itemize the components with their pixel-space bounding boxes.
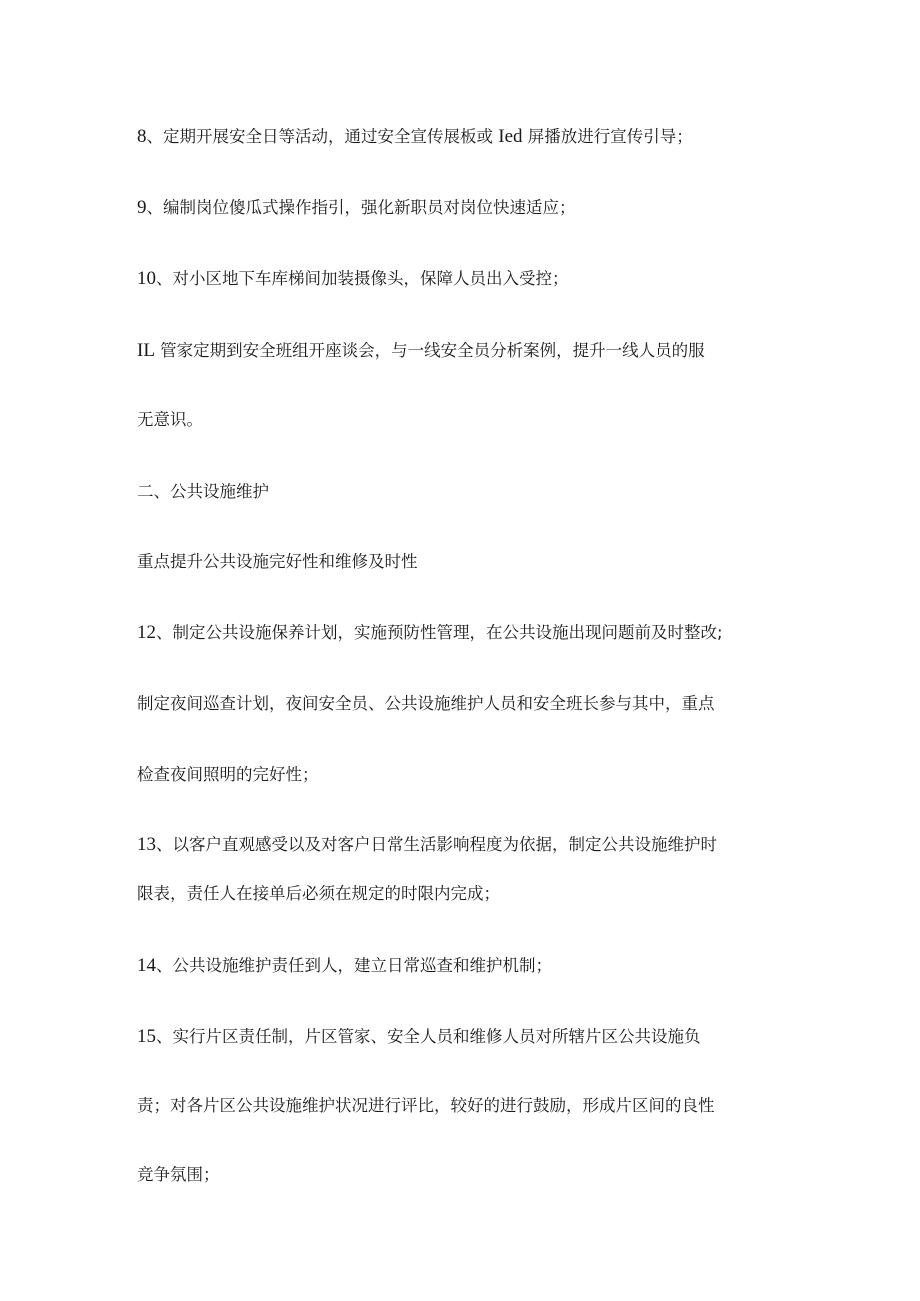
paragraph-line	[137, 693, 797, 715]
paragraph-item-14	[137, 955, 797, 977]
paragraph-item-11	[137, 340, 797, 362]
section-subheading	[137, 551, 797, 573]
paragraph-continuation	[137, 409, 797, 431]
led-text: Ied	[498, 126, 523, 147]
item-number: IL	[137, 340, 155, 361]
item-text-continued: 屏播放进行宣传引导；	[522, 127, 693, 146]
paragraph-continuation	[137, 1164, 797, 1186]
item-text: 竞争氛围；	[137, 1165, 220, 1184]
paragraph-item-10	[137, 268, 797, 290]
paragraph-continuation	[137, 1095, 797, 1117]
item-number: 8	[137, 126, 147, 147]
paragraph-item-8	[137, 126, 797, 148]
item-text: 、公共设施维护责任到人，建立日常巡查和维护机制；	[156, 956, 552, 975]
section-subtitle: 重点提升公共设施完好性和维修及时性	[137, 552, 418, 571]
item-text: 、定期开展安全日等活动，通过安全宣传展板或	[146, 127, 499, 146]
item-number: 14	[137, 955, 156, 976]
paragraph-continuation	[137, 883, 797, 905]
paragraph-continuation	[137, 764, 797, 786]
item-text: 、对小区地下车库梯间加装摄像头，保障人员出入受控；	[156, 269, 569, 288]
item-text: 责；对各片区公共设施维护状况进行评比，较好的进行鼓励，形成片区间的良性	[137, 1096, 715, 1115]
item-text: 管家定期到安全班组开座谈会，与一线安全员分析案例，提升一线人员的服	[154, 341, 705, 360]
paragraph-item-12	[137, 622, 797, 644]
item-text: 、编制岗位傻瓜式操作指引，强化新职员对岗位快速适应；	[146, 198, 576, 217]
paragraph-item-13	[137, 834, 797, 856]
item-number: 15	[137, 1026, 156, 1047]
item-text: 、制定公共设施保养计划，实施预防性管理，在公共设施出现问题前及时整改;	[156, 623, 723, 642]
paragraph-item-9	[137, 197, 797, 219]
item-number: 9	[137, 197, 147, 218]
item-text: 、以客户直观感受以及对客户日常生活影响程度为依据，制定公共设施维护时	[156, 835, 717, 854]
paragraph-item-15	[137, 1026, 797, 1048]
item-number: 12	[137, 622, 156, 643]
section-title: 二、公共设施维护	[137, 482, 269, 501]
item-text: 、实行片区责任制，片区管家、安全人员和维修人员对所辖片区公共设施负	[156, 1027, 701, 1046]
section-heading	[137, 481, 797, 503]
item-text: 制定夜间巡查计划，夜间安全员、公共设施维护人员和安全班长参与其中，重点	[137, 694, 715, 713]
item-number: 13	[137, 834, 156, 855]
item-text: 检查夜间照明的完好性；	[137, 765, 319, 784]
item-number: 10	[137, 268, 156, 289]
item-text: 限表，责任人在接单后必须在规定的时限内完成；	[137, 884, 500, 903]
item-text: 无意识。	[137, 410, 203, 429]
